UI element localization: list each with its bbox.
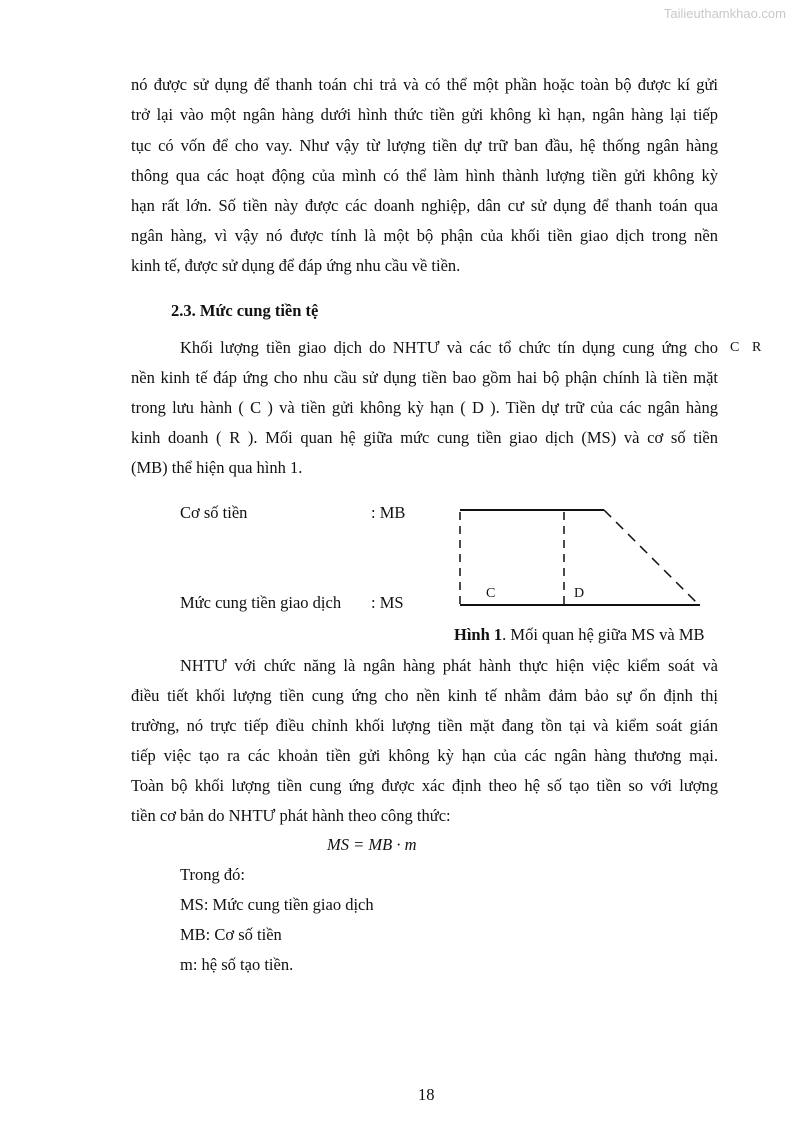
figure-c-label: C <box>486 586 496 601</box>
para1-line: thông qua các hoạt động của mình có thể làm hình thành lượng tiền gửi không kỳ <box>131 166 718 185</box>
stray-c: C <box>730 340 740 355</box>
para2-line: trong lưu hành ( C ) và tiền gửi không kỳ hạn ( D ). Tiền dự trữ của các ngân hàng <box>131 398 718 417</box>
formula: MS = MB · m <box>327 835 417 854</box>
stray-r: R <box>752 340 762 355</box>
para3-line: Toàn bộ khối lượng tiền cung ứng được xác định theo hệ số tạo tiền so với lượng <box>131 776 718 795</box>
page-number: 18 <box>418 1085 435 1104</box>
diagonal-dashed-line <box>604 510 698 604</box>
definition-line: Trong đó: <box>180 865 245 884</box>
para3-line: NHTƯ với chức năng là ngân hàng phát hành thực hiện việc kiểm soát và <box>180 656 718 675</box>
section-heading: 2.3. Mức cung tiền tệ <box>171 301 319 320</box>
para1-line: nó được sử dụng để thanh toán chi trả và có thể một phần hoặc toàn bộ được kí gửi <box>131 75 718 94</box>
para1-line: hạn rất lớn. Số tiền này được các doanh nghiệp, dân cư sử dụng để thanh toán qua <box>131 196 718 215</box>
definition-line: m: hệ số tạo tiền. <box>180 955 294 974</box>
para3-line: điều tiết khối lượng tiền cung ứng cho nền kinh tế nhằm đảm bảo sự ổn định thị <box>131 686 718 705</box>
caption-text: . Mối quan hệ giữa MS và MB <box>502 625 705 644</box>
para2-line: nền kinh tế đáp ứng cho nhu cầu sử dụng tiền bao gồm hai bộ phận chính là tiền mặt <box>131 368 718 387</box>
figure-row1-label: Cơ số tiền <box>180 503 248 522</box>
figure-caption <box>454 625 705 645</box>
para2-line: Khối lượng tiền giao dịch do NHTƯ và các tổ chức tín dụng cung ứng cho <box>180 338 718 357</box>
para3-line: tiền cơ bản do NHTƯ phát hành theo công thức: <box>131 806 451 825</box>
para2-line: (MB) thể hiện qua hình 1. <box>131 458 303 477</box>
para1-line: ngân hàng, vì vậy nó được tính là một bộ phận của khối tiền giao dịch trong nền <box>131 226 718 245</box>
para1-line: trở lại vào một ngân hàng dưới hình thức tiền gửi không kì hạn, ngân hàng lại tiếp <box>131 105 718 124</box>
para2-line: kinh doanh ( R ). Mối quan hệ giữa mức cung tiền giao dịch (MS) và cơ số tiền <box>131 428 718 447</box>
figure-row2-value: : MS <box>371 593 404 612</box>
watermark: Tailieuthamkhao.com <box>663 6 786 21</box>
definition-line: MB: Cơ số tiền <box>180 925 282 944</box>
figure-row1-value: : MB <box>371 503 406 522</box>
caption-bold: Hình 1 <box>454 625 503 644</box>
para3-line: trường, nó trực tiếp điều chỉnh khối lượng tiền mặt đang tồn tại và kiểm soát gián <box>131 716 718 735</box>
para1-line: tục có vốn để cho vay. Như vậy từ lượng tiền dự trữ ban đầu, hệ thống ngân hàng <box>131 136 718 155</box>
para1-line: kinh tế, được sử dụng để đáp ứng nhu cầu về tiền. <box>131 256 461 275</box>
para3-line: tiếp việc tạo ra các khoản tiền gửi không kỳ hạn của các ngân hàng thương mại. <box>131 746 718 765</box>
figure-d-label: D <box>574 586 585 601</box>
definition-line: MS: Mức cung tiền giao dịch <box>180 895 374 914</box>
figure-row2-label: Mức cung tiền giao dịch <box>180 593 342 612</box>
